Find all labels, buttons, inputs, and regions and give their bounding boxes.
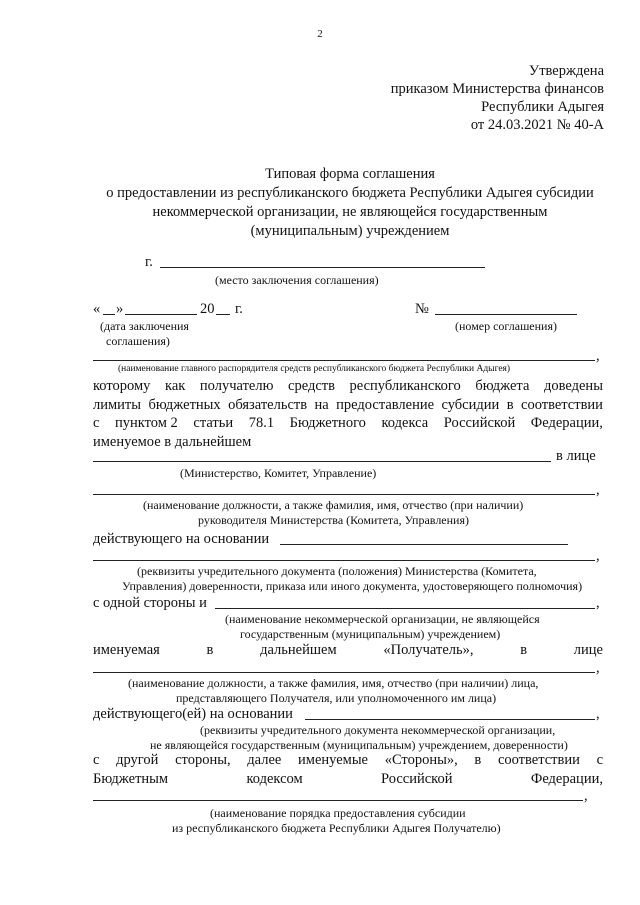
para1-word: соответствии	[521, 396, 603, 413]
acting-basis2-comma: ,	[596, 706, 600, 722]
position-caption-2: руководителя Министерства (Комитета, Управления)	[198, 513, 469, 527]
para1-word: Федерации,	[530, 415, 603, 431]
date-year-prefix: 20	[200, 301, 215, 317]
main-admin-field[interactable]	[93, 360, 595, 361]
acting-basis-field[interactable]	[280, 544, 568, 545]
number-sign: №	[415, 301, 429, 317]
date-open-quote: «	[93, 301, 101, 317]
para1-word: 78.1	[248, 415, 275, 431]
requisites-caption-2: Управления) доверенности, приказа или иного документа, удостоверяющего полномочия)	[122, 579, 583, 593]
para1-line-1	[93, 377, 603, 396]
other-side-word: с	[596, 752, 603, 768]
other-side-word: «Стороны»,	[384, 752, 458, 768]
para1-word: статьи	[193, 415, 234, 431]
para1-word: как	[165, 378, 186, 394]
requisites-field[interactable]	[93, 560, 595, 561]
para1-line-2	[93, 396, 603, 415]
para1-word: субсидии	[441, 396, 500, 413]
nko-field[interactable]	[215, 608, 595, 609]
other-side-word: стороны,	[175, 752, 231, 768]
recipient-requisites-caption-2: не являющейся государственным (муниципальным) учреждением, доверенности)	[150, 738, 568, 752]
other-side-word: другой	[116, 752, 159, 768]
acting-basis2-label: действующего(ей) на основании	[93, 706, 293, 722]
ministry-field[interactable]	[93, 461, 551, 462]
other-side-word: именуемые	[298, 752, 368, 768]
acting-basis2-field[interactable]	[305, 719, 595, 720]
para1-word: доведены	[543, 378, 603, 394]
date-day-field[interactable]	[103, 314, 115, 315]
one-side-label: с одной стороны и	[93, 595, 207, 611]
hereinafter-line	[93, 641, 603, 660]
date-caption-1: (дата заключения	[100, 319, 189, 333]
place-prefix: г.	[145, 254, 153, 270]
para1-word: бюджета	[475, 378, 530, 394]
ministry-caption: (Министерство, Комитет, Управление)	[180, 466, 377, 480]
other-side-word: соответствии	[497, 752, 580, 768]
other-side-word: Бюджетным	[93, 770, 169, 787]
para1-word: бюджетных	[148, 396, 221, 413]
hereinafter-word: «Получатель»,	[383, 642, 474, 658]
hereinafter-word: лице	[573, 642, 603, 658]
place-caption: (место заключения соглашения)	[215, 273, 379, 287]
para1-word: получателю	[199, 378, 274, 394]
para1-word: республиканского	[349, 378, 461, 394]
approval-line-1: Утверждена	[528, 63, 604, 79]
date-close-quote: »	[116, 301, 124, 317]
para1-line-3	[93, 414, 603, 433]
requisites-caption-1: (реквизиты учредительного документа (положения) Министерства (Комитета,	[137, 564, 537, 578]
hereinafter-word: именуемая	[93, 642, 160, 658]
recipient-position-comma: ,	[596, 660, 600, 676]
number-caption: (номер соглашения)	[455, 319, 557, 333]
hereinafter-word: дальнейшем	[260, 642, 337, 658]
title-line-1: Типовая форма соглашения	[265, 166, 435, 182]
para1-word: Бюджетного	[289, 415, 366, 431]
nko-comma: ,	[596, 595, 600, 611]
nko-caption-1: (наименование некоммерческой организации, не являющейся	[225, 612, 540, 626]
procedure-caption-1: (наименование порядка предоставления субсидии	[210, 806, 466, 820]
procedure-field[interactable]	[93, 800, 583, 801]
other-side-word: кодексом	[246, 770, 303, 787]
hereinafter-word: в	[520, 642, 528, 658]
para1-word: на	[314, 396, 329, 413]
main-admin-comma: ,	[596, 348, 600, 364]
other-side-line-1	[93, 751, 603, 770]
number-field[interactable]	[435, 314, 577, 315]
recipient-requisites-caption-1: (реквизиты учредительного документа некоммерческой организации,	[200, 723, 556, 737]
para1-word: в	[506, 396, 514, 413]
approval-line-4: от 24.03.2021 № 40-А	[470, 117, 604, 133]
procedure-comma: ,	[584, 788, 588, 804]
other-side-word: далее	[247, 752, 282, 768]
recipient-position-caption-1: (наименование должности, а также фамилия, имя, отчество (при наличии) лица,	[128, 676, 539, 690]
main-admin-caption: (наименование главного распорядителя средств республиканского бюджета Республики Адыгея)	[118, 364, 511, 374]
para1-word: пунктом 2	[115, 415, 178, 431]
position-comma: ,	[596, 482, 600, 498]
approval-line-3: Республики Адыгея	[481, 99, 604, 115]
procedure-caption-2: из республиканского бюджета Республики Адыгея Получателю)	[172, 821, 501, 835]
position-caption-1: (наименование должности, а также фамилия, имя, отчество (при наличии)	[143, 498, 524, 512]
hereinafter-word: в	[206, 642, 214, 658]
title-line-4: (муниципальным) учреждением	[250, 223, 450, 239]
para1-word: средств	[288, 378, 335, 394]
para1-word: Российской	[443, 415, 516, 431]
date-caption-2: соглашения)	[106, 334, 170, 348]
date-year-suffix: г.	[235, 301, 243, 317]
para1-word: с	[93, 415, 100, 431]
other-side-word: в	[474, 752, 482, 768]
para1-word: предоставление	[336, 396, 435, 413]
recipient-position-field[interactable]	[93, 672, 595, 673]
nko-caption-2: государственным (муниципальным) учреждением)	[240, 627, 501, 641]
date-year-field[interactable]	[216, 314, 230, 315]
para1-word: кодекса	[381, 415, 429, 431]
approval-line-2: приказом Министерства финансов	[390, 81, 604, 97]
para1-word: обязательств	[228, 396, 308, 413]
date-month-field[interactable]	[125, 314, 197, 315]
acting-basis-label: действующего на основании	[93, 531, 270, 547]
place-field[interactable]	[160, 267, 485, 268]
recipient-position-caption-2: представляющего Получателя, или уполномоченного им лица)	[176, 691, 497, 705]
other-side-line-2	[93, 770, 603, 789]
para1-word: которому	[93, 378, 151, 394]
title-line-2: о предоставлении из республиканского бюджета Республики Адыгея субсидии	[106, 185, 594, 201]
page-number: 2	[317, 28, 323, 40]
other-side-word: Российской	[381, 770, 453, 787]
in-person-label: в лице	[556, 448, 596, 464]
other-side-word: Федерации,	[530, 770, 603, 787]
para1-line-4: именуемое в дальнейшем	[93, 433, 252, 450]
title-line-3: некоммерческой организации, не являющейся государственным	[152, 204, 548, 220]
para1-word: лимиты	[93, 396, 142, 413]
position-field[interactable]	[93, 494, 595, 495]
other-side-word: с	[93, 752, 100, 768]
requisites-comma: ,	[596, 548, 600, 564]
